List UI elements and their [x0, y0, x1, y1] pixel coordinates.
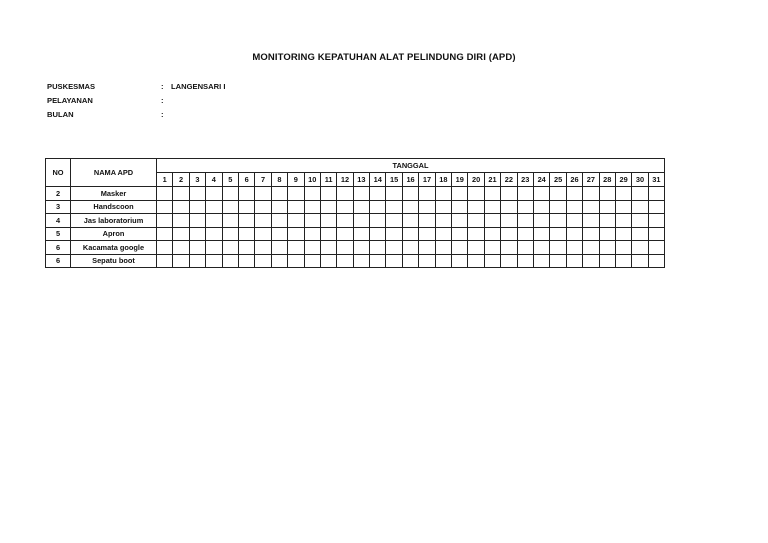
- day-cell[interactable]: [435, 241, 451, 255]
- day-cell[interactable]: [386, 214, 402, 228]
- day-cell[interactable]: [222, 200, 238, 214]
- day-cell[interactable]: [222, 187, 238, 201]
- meta-row-puskesmas: [47, 79, 225, 93]
- day-cell[interactable]: [255, 241, 271, 255]
- day-cell[interactable]: [271, 187, 287, 201]
- day-cell[interactable]: [222, 254, 238, 268]
- day-cell[interactable]: [435, 254, 451, 268]
- day-cell[interactable]: [206, 187, 222, 201]
- day-cell[interactable]: [288, 187, 304, 201]
- day-header: 29: [615, 173, 631, 187]
- day-cell[interactable]: [452, 227, 468, 241]
- day-cell[interactable]: [648, 187, 664, 201]
- day-cell[interactable]: [255, 227, 271, 241]
- day-header: 22: [501, 173, 517, 187]
- day-cell[interactable]: [484, 241, 500, 255]
- day-cell[interactable]: [533, 227, 549, 241]
- day-cell[interactable]: [370, 200, 386, 214]
- day-cell[interactable]: [468, 241, 484, 255]
- meta-label: PELAYANAN: [47, 95, 93, 105]
- day-cell[interactable]: [599, 254, 615, 268]
- row-apd-name: Masker: [71, 187, 157, 201]
- table-row: [46, 200, 665, 214]
- day-cell[interactable]: [550, 214, 566, 228]
- day-header: 20: [468, 173, 484, 187]
- day-cell[interactable]: [386, 187, 402, 201]
- day-cell[interactable]: [566, 254, 582, 268]
- day-cell[interactable]: [435, 227, 451, 241]
- meta-colon: :: [161, 95, 164, 105]
- day-cell[interactable]: [353, 254, 369, 268]
- day-cell[interactable]: [304, 187, 320, 201]
- day-header: 17: [419, 173, 435, 187]
- day-cell[interactable]: [533, 241, 549, 255]
- day-cell[interactable]: [501, 187, 517, 201]
- day-cell[interactable]: [173, 227, 189, 241]
- day-cell[interactable]: [435, 187, 451, 201]
- day-cell[interactable]: [566, 214, 582, 228]
- day-cell[interactable]: [566, 241, 582, 255]
- day-header: 1: [157, 173, 173, 187]
- day-cell[interactable]: [583, 187, 599, 201]
- meta-colon: :: [161, 109, 164, 119]
- day-cell[interactable]: [501, 227, 517, 241]
- day-cell[interactable]: [271, 200, 287, 214]
- day-cell[interactable]: [206, 254, 222, 268]
- day-cell[interactable]: [157, 200, 173, 214]
- day-cell[interactable]: [402, 227, 418, 241]
- meta-section: [47, 79, 225, 121]
- day-cell[interactable]: [173, 214, 189, 228]
- day-cell[interactable]: [353, 214, 369, 228]
- day-cell[interactable]: [157, 227, 173, 241]
- table-row: [46, 187, 665, 201]
- day-cell[interactable]: [353, 227, 369, 241]
- day-cell[interactable]: [648, 241, 664, 255]
- day-cell[interactable]: [189, 200, 205, 214]
- day-cell[interactable]: [517, 227, 533, 241]
- day-header: 30: [632, 173, 648, 187]
- day-cell[interactable]: [419, 254, 435, 268]
- day-cell[interactable]: [337, 214, 353, 228]
- row-apd-name: Jas laboratorium: [71, 214, 157, 228]
- day-cell[interactable]: [337, 254, 353, 268]
- day-cell[interactable]: [271, 254, 287, 268]
- day-cell[interactable]: [648, 214, 664, 228]
- day-cell[interactable]: [484, 200, 500, 214]
- day-cell[interactable]: [468, 254, 484, 268]
- header-name: NAMA APD: [71, 159, 157, 187]
- day-cell[interactable]: [337, 200, 353, 214]
- day-header: 25: [550, 173, 566, 187]
- day-cell[interactable]: [255, 254, 271, 268]
- day-header: 3: [189, 173, 205, 187]
- day-cell[interactable]: [402, 254, 418, 268]
- day-cell[interactable]: [517, 241, 533, 255]
- day-cell[interactable]: [255, 200, 271, 214]
- day-cell[interactable]: [632, 227, 648, 241]
- day-cell[interactable]: [632, 187, 648, 201]
- day-cell[interactable]: [632, 214, 648, 228]
- day-cell[interactable]: [288, 241, 304, 255]
- day-cell[interactable]: [435, 200, 451, 214]
- day-cell[interactable]: [648, 254, 664, 268]
- day-cell[interactable]: [304, 241, 320, 255]
- day-cell[interactable]: [189, 187, 205, 201]
- day-cell[interactable]: [402, 241, 418, 255]
- day-header: 31: [648, 173, 664, 187]
- day-cell[interactable]: [599, 187, 615, 201]
- day-cell[interactable]: [501, 214, 517, 228]
- day-cell[interactable]: [238, 254, 254, 268]
- day-cell[interactable]: [583, 214, 599, 228]
- day-cell[interactable]: [648, 200, 664, 214]
- day-header: 11: [320, 173, 336, 187]
- day-header: 12: [337, 173, 353, 187]
- day-cell[interactable]: [370, 187, 386, 201]
- row-no: 2: [46, 187, 71, 201]
- day-cell[interactable]: [255, 187, 271, 201]
- row-no: 5: [46, 227, 71, 241]
- day-cell[interactable]: [304, 254, 320, 268]
- day-header: 27: [583, 173, 599, 187]
- day-cell[interactable]: [206, 200, 222, 214]
- day-cell[interactable]: [452, 187, 468, 201]
- day-cell[interactable]: [599, 200, 615, 214]
- day-cell[interactable]: [550, 187, 566, 201]
- meta-label: BULAN: [47, 109, 74, 119]
- day-cell[interactable]: [550, 241, 566, 255]
- row-no: 6: [46, 241, 71, 255]
- row-apd-name: Handscoon: [71, 200, 157, 214]
- day-cell[interactable]: [386, 200, 402, 214]
- day-cell[interactable]: [517, 187, 533, 201]
- day-cell[interactable]: [337, 227, 353, 241]
- day-cell[interactable]: [402, 214, 418, 228]
- day-header: 19: [452, 173, 468, 187]
- day-cell[interactable]: [304, 200, 320, 214]
- day-cell[interactable]: [189, 227, 205, 241]
- meta-colon: :: [161, 81, 164, 91]
- header-tanggal: TANGGAL: [157, 159, 665, 173]
- day-cell[interactable]: [484, 254, 500, 268]
- day-cell[interactable]: [157, 254, 173, 268]
- table-row: [46, 227, 665, 241]
- day-cell[interactable]: [419, 214, 435, 228]
- day-cell[interactable]: [550, 200, 566, 214]
- day-cell[interactable]: [238, 227, 254, 241]
- row-no: 4: [46, 214, 71, 228]
- day-cell[interactable]: [632, 200, 648, 214]
- day-cell[interactable]: [222, 214, 238, 228]
- day-cell[interactable]: [419, 241, 435, 255]
- meta-row-pelayanan: [47, 93, 225, 107]
- day-cell[interactable]: [288, 214, 304, 228]
- day-cell[interactable]: [550, 227, 566, 241]
- day-cell[interactable]: [222, 241, 238, 255]
- day-cell[interactable]: [173, 241, 189, 255]
- day-cell[interactable]: [632, 254, 648, 268]
- day-cell[interactable]: [320, 187, 336, 201]
- day-cell[interactable]: [599, 241, 615, 255]
- day-cell[interactable]: [206, 214, 222, 228]
- day-cell[interactable]: [452, 200, 468, 214]
- day-cell[interactable]: [173, 187, 189, 201]
- day-cell[interactable]: [517, 200, 533, 214]
- day-cell[interactable]: [501, 254, 517, 268]
- day-header: 14: [370, 173, 386, 187]
- day-cell[interactable]: [370, 214, 386, 228]
- day-cell[interactable]: [583, 227, 599, 241]
- day-cell[interactable]: [255, 214, 271, 228]
- day-cell[interactable]: [583, 254, 599, 268]
- day-cell[interactable]: [452, 254, 468, 268]
- day-header: 28: [599, 173, 615, 187]
- day-cell[interactable]: [533, 254, 549, 268]
- day-cell[interactable]: [468, 214, 484, 228]
- day-cell[interactable]: [337, 187, 353, 201]
- day-cell[interactable]: [370, 227, 386, 241]
- day-cell[interactable]: [304, 214, 320, 228]
- day-cell[interactable]: [238, 241, 254, 255]
- row-no: 6: [46, 254, 71, 268]
- day-cell[interactable]: [501, 200, 517, 214]
- day-cell[interactable]: [386, 254, 402, 268]
- day-cell[interactable]: [517, 214, 533, 228]
- document-title: MONITORING KEPATUHAN ALAT PELINDUNG DIRI (APD): [252, 52, 516, 63]
- day-cell[interactable]: [189, 214, 205, 228]
- day-header: 9: [288, 173, 304, 187]
- day-cell[interactable]: [566, 227, 582, 241]
- day-cell[interactable]: [583, 200, 599, 214]
- day-cell[interactable]: [533, 187, 549, 201]
- day-cell[interactable]: [501, 241, 517, 255]
- meta-row-bulan: [47, 107, 225, 121]
- day-cell[interactable]: [386, 241, 402, 255]
- day-cell[interactable]: [419, 187, 435, 201]
- day-cell[interactable]: [599, 227, 615, 241]
- day-cell[interactable]: [370, 254, 386, 268]
- day-cell[interactable]: [288, 227, 304, 241]
- day-cell[interactable]: [353, 241, 369, 255]
- day-header: 24: [533, 173, 549, 187]
- day-cell[interactable]: [353, 187, 369, 201]
- day-cell[interactable]: [468, 187, 484, 201]
- row-apd-name: Apron: [71, 227, 157, 241]
- day-cell[interactable]: [320, 227, 336, 241]
- day-cell[interactable]: [566, 187, 582, 201]
- day-cell[interactable]: [304, 227, 320, 241]
- day-cell[interactable]: [386, 227, 402, 241]
- header-no: NO: [46, 159, 71, 187]
- day-header: 6: [238, 173, 254, 187]
- day-cell[interactable]: [402, 187, 418, 201]
- meta-value: LANGENSARI I: [171, 81, 226, 91]
- day-header: 26: [566, 173, 582, 187]
- day-cell[interactable]: [615, 200, 631, 214]
- day-cell[interactable]: [320, 241, 336, 255]
- day-cell[interactable]: [615, 241, 631, 255]
- day-cell[interactable]: [533, 200, 549, 214]
- day-header: 16: [402, 173, 418, 187]
- day-cell[interactable]: [353, 200, 369, 214]
- day-cell[interactable]: [648, 227, 664, 241]
- day-cell[interactable]: [583, 241, 599, 255]
- day-cell[interactable]: [484, 227, 500, 241]
- day-cell[interactable]: [189, 254, 205, 268]
- day-cell[interactable]: [615, 227, 631, 241]
- day-cell[interactable]: [566, 200, 582, 214]
- day-cell[interactable]: [452, 214, 468, 228]
- day-header: 5: [222, 173, 238, 187]
- day-cell[interactable]: [189, 241, 205, 255]
- day-cell[interactable]: [320, 214, 336, 228]
- day-cell[interactable]: [419, 227, 435, 241]
- day-cell[interactable]: [550, 254, 566, 268]
- day-cell[interactable]: [238, 187, 254, 201]
- day-cell[interactable]: [337, 241, 353, 255]
- day-cell[interactable]: [288, 200, 304, 214]
- day-cell[interactable]: [238, 214, 254, 228]
- day-cell[interactable]: [288, 254, 304, 268]
- day-cell[interactable]: [157, 214, 173, 228]
- day-cell[interactable]: [468, 227, 484, 241]
- day-header: 4: [206, 173, 222, 187]
- table-row: [46, 254, 665, 268]
- day-cell[interactable]: [320, 200, 336, 214]
- day-cell[interactable]: [320, 254, 336, 268]
- table-body: [46, 187, 665, 268]
- day-header: 21: [484, 173, 500, 187]
- row-no: 3: [46, 200, 71, 214]
- day-cell[interactable]: [370, 241, 386, 255]
- day-cell[interactable]: [452, 241, 468, 255]
- day-cell[interactable]: [402, 200, 418, 214]
- apd-monitoring-table: [45, 158, 665, 268]
- day-cell[interactable]: [238, 200, 254, 214]
- day-header: 18: [435, 173, 451, 187]
- day-header: 23: [517, 173, 533, 187]
- row-apd-name: Kacamata google: [71, 241, 157, 255]
- day-header: 15: [386, 173, 402, 187]
- day-cell[interactable]: [206, 241, 222, 255]
- day-cell[interactable]: [533, 214, 549, 228]
- day-cell[interactable]: [271, 214, 287, 228]
- day-cell[interactable]: [468, 200, 484, 214]
- day-cell[interactable]: [517, 254, 533, 268]
- row-apd-name: Sepatu boot: [71, 254, 157, 268]
- day-header: 2: [173, 173, 189, 187]
- table-row: [46, 214, 665, 228]
- table-row: [46, 241, 665, 255]
- day-header: 13: [353, 173, 369, 187]
- header-row: [46, 159, 665, 173]
- day-cell[interactable]: [632, 241, 648, 255]
- day-header: 10: [304, 173, 320, 187]
- meta-label: PUSKESMAS: [47, 81, 96, 91]
- day-cell[interactable]: [271, 241, 287, 255]
- day-cell[interactable]: [173, 254, 189, 268]
- day-header: 8: [271, 173, 287, 187]
- day-cell[interactable]: [206, 227, 222, 241]
- day-header: 7: [255, 173, 271, 187]
- day-cell[interactable]: [157, 187, 173, 201]
- day-cell[interactable]: [173, 200, 189, 214]
- day-cell[interactable]: [271, 227, 287, 241]
- day-cell[interactable]: [435, 214, 451, 228]
- day-cell[interactable]: [615, 254, 631, 268]
- day-cell[interactable]: [484, 214, 500, 228]
- day-cell[interactable]: [419, 200, 435, 214]
- day-cell[interactable]: [484, 187, 500, 201]
- day-cell[interactable]: [222, 227, 238, 241]
- day-cell[interactable]: [599, 214, 615, 228]
- day-cell[interactable]: [615, 187, 631, 201]
- day-cell[interactable]: [615, 214, 631, 228]
- day-cell[interactable]: [157, 241, 173, 255]
